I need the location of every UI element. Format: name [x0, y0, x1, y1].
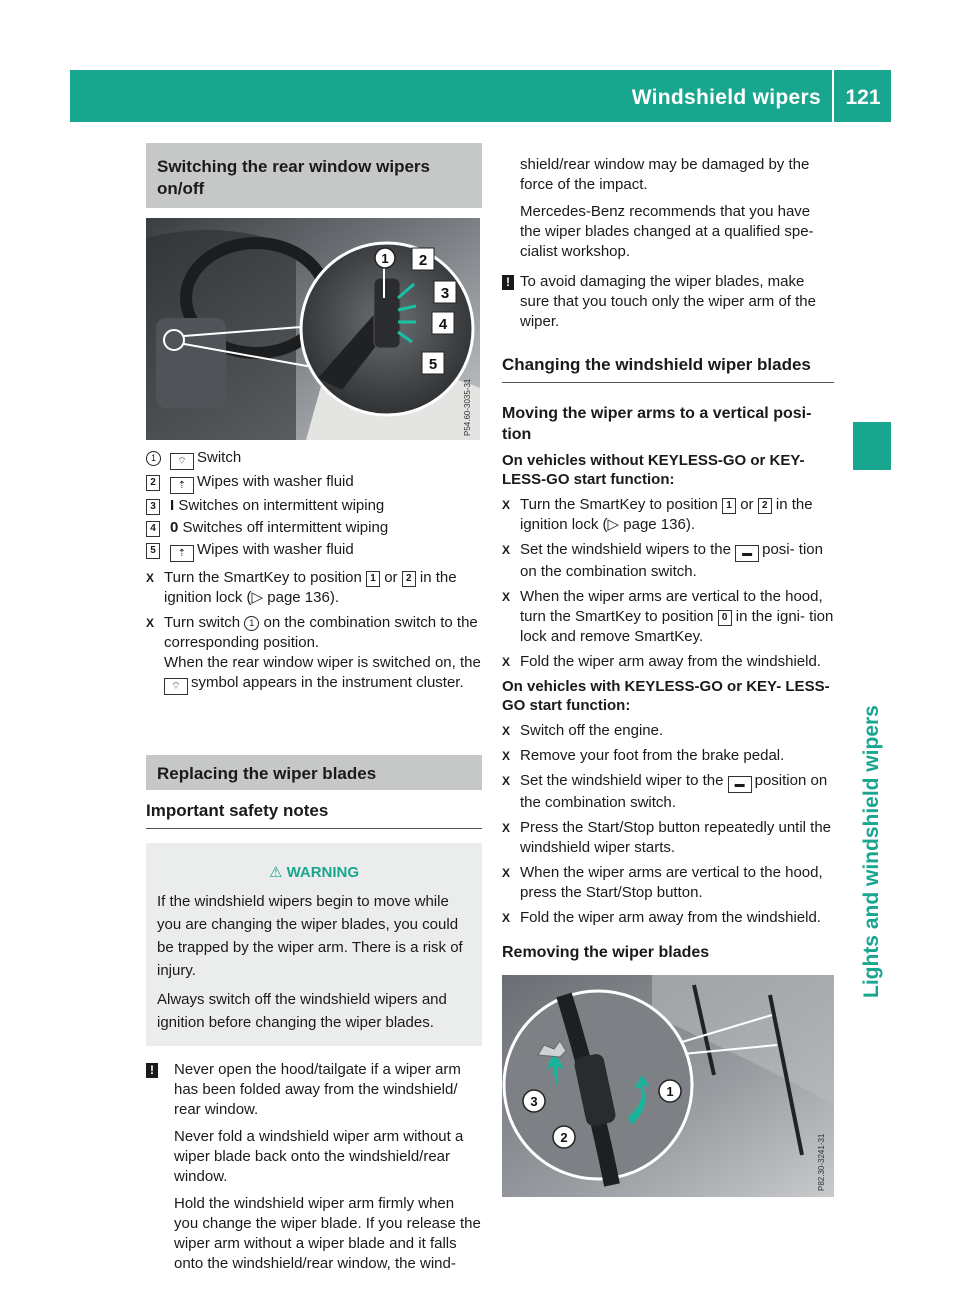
callout-num: 3: [146, 499, 160, 515]
figure2-code: P82.30-3241-31: [817, 1133, 826, 1191]
side-tab-marker: [853, 422, 891, 470]
step-with-5: X When the wiper arms are vertical to the hood, press the Start/Stop button.: [502, 864, 823, 901]
note-text: Hold the windshield wiper arm firmly when you change the wiper blade. If you release the wiper arm without a wiper blade and it falls onto the windshield/rear window, the wind-: [174, 1195, 481, 1272]
step-arrow-icon: X: [502, 749, 511, 763]
right-column: [502, 155, 834, 1205]
figure-combination-switch: [146, 218, 480, 440]
header-divider: [832, 70, 834, 122]
continued-text: shield/rear window may be damaged by the force of the impact.: [520, 156, 810, 193]
legend-text: Switches off intermittent wiping: [182, 519, 389, 536]
legend-text: Switches on intermittent wiping: [178, 497, 385, 514]
step-arrow-icon: X: [502, 866, 511, 880]
step-arrow-icon: X: [146, 571, 155, 585]
callout-5: 5: [428, 356, 438, 373]
step-with-4: X Press the Start/Stop button repeatedly until the windshield wiper starts.: [502, 819, 832, 856]
continuous-wipe-icon: ▬: [728, 776, 752, 793]
step-without-2: X Set the windshield wipers to the ▬ posi- tion on the combination switch.: [502, 541, 823, 580]
step-arrow-icon: X: [502, 655, 511, 669]
legend-text: Wipes with washer fluid: [197, 541, 354, 558]
legend-text: Wipes with washer fluid: [197, 473, 354, 490]
callout-4: 4: [438, 316, 448, 333]
side-tab-label: Lights and windshield wipers: [860, 705, 883, 998]
step-arrow-icon: X: [502, 590, 511, 604]
recommendation-text: Mercedes-Benz recommends that you have the wiper blades changed at a qualified spe- cialist workshop.: [520, 203, 814, 260]
page-number: 121: [845, 86, 881, 109]
heading-vertical-position: Moving the wiper arms to a vertical posi- tion: [502, 405, 812, 443]
figure-wiper-removal: [502, 975, 834, 1197]
callout-num: 5: [146, 543, 160, 559]
subheading-safety-notes: Important safety notes: [146, 800, 482, 829]
warning-box: [146, 843, 482, 1046]
warning-title: ⚠ WARNING: [268, 864, 360, 881]
warning-text-1: If the windshield wipers begin to move while you are changing the wiper blades, you could be trapped by the wiper arm. There is a risk of injury.: [157, 893, 463, 979]
note-text: Never open the hood/tailgate if a wiper arm has been folded away from the windshield/ rear window.: [174, 1061, 461, 1118]
legend-item-3: [146, 496, 482, 516]
heading-with-keyless: On vehicles with KEYLESS-GO or KEY- LESS-GO start function:: [502, 678, 830, 714]
callout-num: 4: [146, 521, 160, 537]
section-heading-rear-wipers: Switching the rear window wipers on/off: [146, 143, 482, 208]
step-arrow-icon: X: [502, 543, 511, 557]
heading-changing-blades: Changing the windshield wiper blades: [502, 354, 834, 383]
callout-num: 1: [146, 451, 161, 466]
heading-without-keyless: On vehicles without KEYLESS-GO or KEY- LESS-GO start function:: [502, 452, 805, 488]
position-label: I: [170, 497, 175, 514]
legend-item-5: [146, 540, 482, 562]
step-arrow-icon: X: [146, 616, 155, 630]
legend-item-1: [146, 448, 482, 470]
page-ref-link[interactable]: page 136: [267, 589, 330, 606]
callout-num: 2: [146, 475, 160, 491]
step-arrow-icon: X: [502, 724, 511, 738]
figure2-callout-3: 3: [530, 1094, 538, 1109]
warning-text-2: Always switch off the windshield wipers and ignition before changing the wiper blades.: [157, 991, 447, 1031]
note-hood: [146, 1060, 482, 1281]
step-arrow-icon: X: [502, 774, 511, 788]
page-ref-arrow-icon: ▷: [251, 589, 264, 606]
washer-icon: ⇡: [170, 477, 194, 494]
step-with-3: X Set the windshield wiper to the ▬ position on the combination switch.: [502, 772, 828, 811]
legend-item-2: [146, 472, 482, 494]
callout-1: 1: [381, 251, 389, 266]
note-wiper-blades: [502, 272, 834, 332]
note-icon: !: [146, 1063, 158, 1078]
figure2-callout-2: 2: [560, 1130, 568, 1145]
figure-code: P54.60-3035-31: [463, 378, 472, 436]
heading-removing-blades: Removing the wiper blades: [502, 944, 710, 961]
note-text: To avoid damaging the wiper blades, make sure that you touch only the wiper arm of the wiper.: [520, 273, 816, 330]
step-arrow-icon: X: [502, 821, 511, 835]
step-without-3: X When the wiper arms are vertical to the hood, turn the SmartKey to position 0 in the igni- tion lock and remove SmartKey.: [502, 588, 834, 645]
warning-icon: ⚠: [268, 864, 283, 881]
page-ref-arrow-icon: ▷: [607, 516, 620, 533]
section-heading-replacing: Replacing the wiper blades: [146, 755, 482, 790]
left-column: [146, 143, 482, 1287]
step-with-2: X Remove your foot from the brake pedal.: [502, 747, 785, 764]
note-text: Never fold a windshield wiper arm without a wiper blade back onto the windshield/rear window.: [174, 1128, 464, 1185]
step-without-1: X Turn the SmartKey to position 1 or 2 in the ignition lock (▷ page 136).: [502, 496, 813, 533]
legend-text: Switch: [197, 449, 242, 466]
legend-item-4: [146, 518, 482, 538]
step-arrow-icon: X: [502, 911, 511, 925]
continuous-wipe-icon: ▬: [735, 545, 759, 562]
callout-3: 3: [440, 285, 450, 302]
header-bar: [70, 70, 891, 122]
note-icon: !: [502, 275, 514, 290]
header-title: Windshield wipers: [631, 86, 821, 109]
step-with-6: X Fold the wiper arm away from the windshield.: [502, 909, 821, 926]
rear-wiper-icon: ⌔: [164, 678, 188, 695]
step-with-1: X Switch off the engine.: [502, 722, 664, 739]
washer-icon: ⇡: [170, 545, 194, 562]
position-label: 0: [170, 519, 179, 536]
rear-wiper-icon: ⌔: [170, 453, 194, 470]
callout-2: 2: [418, 252, 428, 269]
step-arrow-icon: X: [502, 498, 511, 512]
page-ref-link[interactable]: page 136: [623, 516, 686, 533]
step-without-4: X Fold the wiper arm away from the windshield.: [502, 653, 821, 670]
step-turn-smartkey: X Turn the SmartKey to position 1 or 2 in the ignition lock (▷ page 136).: [146, 569, 457, 606]
figure2-callout-1: 1: [666, 1084, 674, 1099]
step-turn-switch: X Turn switch 1 on the combination switch to the corresponding position. When the rear window wiper is switched on, the ⌔ symbol appears in the instrument cluster.: [146, 613, 482, 695]
